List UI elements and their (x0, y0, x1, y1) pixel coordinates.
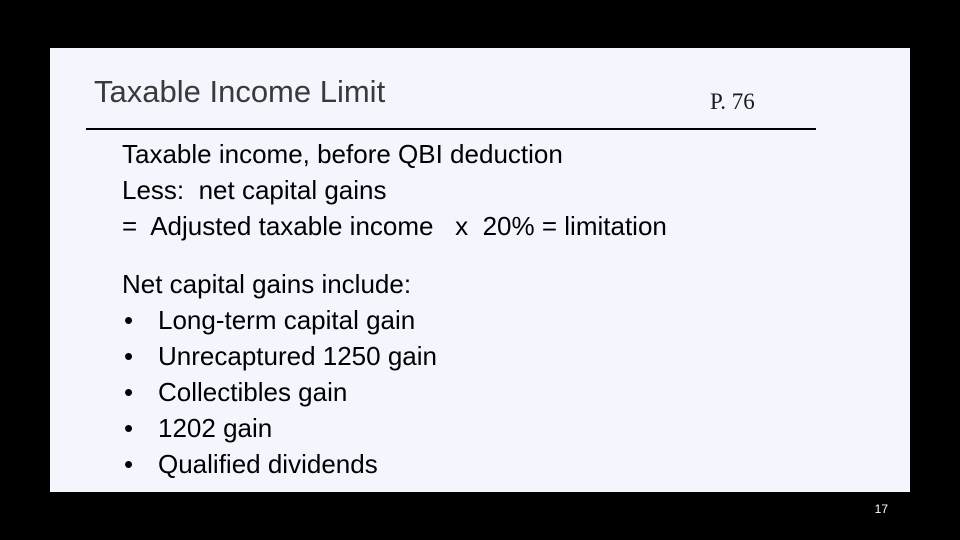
calculation-block (122, 136, 667, 244)
list-item (122, 302, 437, 338)
gains-block (122, 266, 437, 482)
slide (50, 48, 910, 492)
bullet-icon: • (124, 413, 134, 443)
list-item (122, 338, 437, 374)
list-item-label: Collectibles gain (158, 377, 348, 407)
calc-line-adjusted: = Adjusted taxable income x 20% = limitation (122, 211, 667, 241)
calc-line-less-gains: Less: net capital gains (122, 175, 387, 205)
slide-number: 17 (874, 502, 888, 516)
list-item (122, 410, 437, 446)
slide-title: Taxable Income Limit (94, 74, 386, 109)
list-item-label: Unrecaptured 1250 gain (158, 341, 437, 371)
title-divider (86, 128, 816, 130)
list-item (122, 374, 437, 410)
list-item (122, 446, 437, 482)
gains-heading: Net capital gains include: (122, 269, 412, 299)
bullet-icon: • (124, 449, 134, 479)
calc-line-taxable-income: Taxable income, before QBI deduction (122, 139, 563, 169)
list-item-label: Qualified dividends (158, 449, 378, 479)
bullet-icon: • (124, 377, 134, 407)
bullet-icon: • (124, 305, 134, 335)
list-item-label: Long-term capital gain (158, 305, 416, 335)
bullet-icon: • (124, 341, 134, 371)
list-item-label: 1202 gain (158, 413, 273, 443)
page-reference: P. 76 (710, 89, 755, 114)
